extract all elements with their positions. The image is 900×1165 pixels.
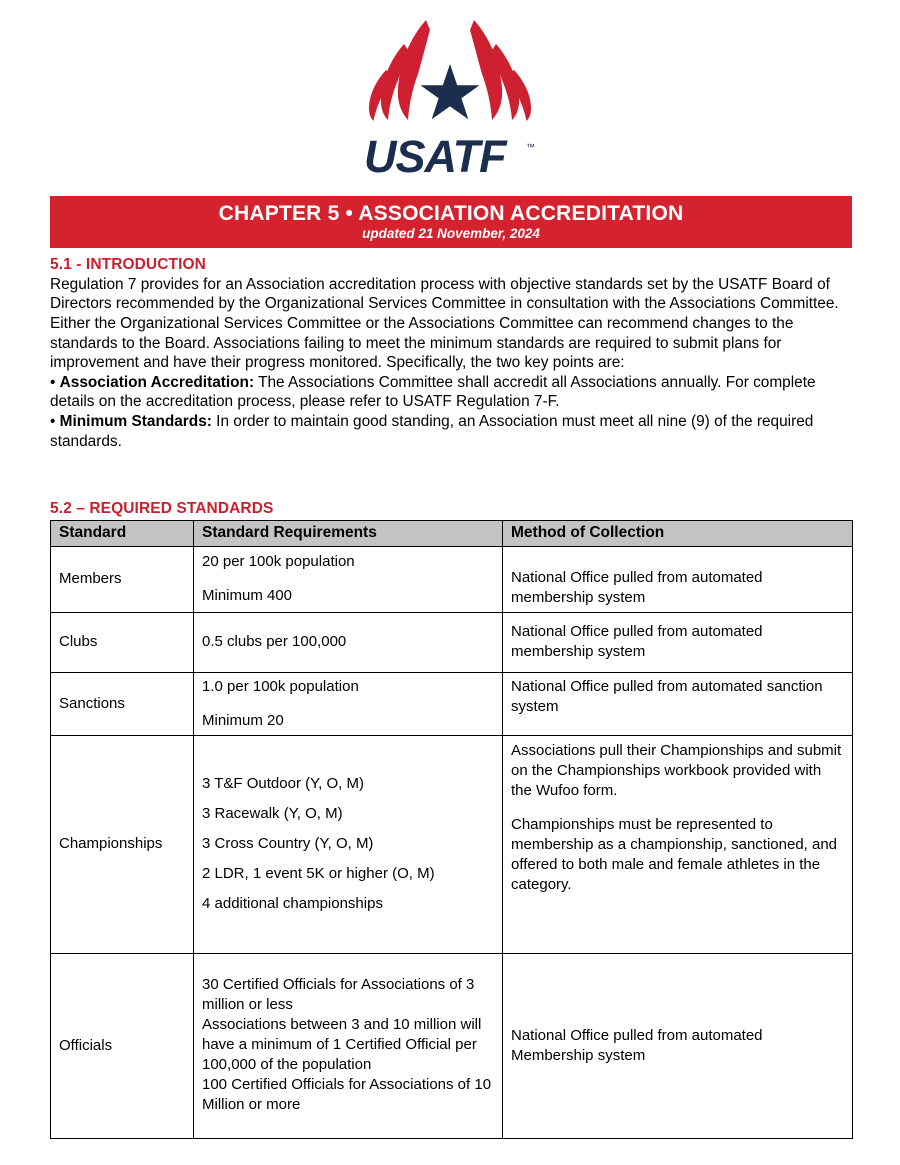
collection-line: National Office pulled from automated membership system [511, 623, 763, 661]
section-heading-introduction: 5.1 - INTRODUCTION [50, 256, 206, 273]
cell-standard-clubs: Clubs [51, 612, 194, 672]
introduction-paragraph: Regulation 7 provides for an Association accreditation process with objective standards set by the USATF Board of Directors recommended by the Organizational Services Committee in consultation with the Associations Committee. Either the Organizational Services Committee or the Associations Committee can recommend changes to the standards to the Board. Associations failing to meet the minimum standards are required to submit plans for improvement and have their progress monitored. Specifically, the two key points are: [50, 275, 839, 372]
spacer [202, 572, 495, 586]
spacer [202, 697, 495, 711]
cell-requirements-members [194, 546, 503, 612]
requirement-line: Minimum 20 [202, 711, 284, 729]
bullet-marker-1: • [50, 373, 56, 391]
cell-collection-members [503, 546, 853, 612]
requirement-line: 30 Certified Officials for Associations of 3 million or less [202, 976, 475, 1014]
collection-line: National Office pulled from automated sanction system [511, 677, 823, 715]
requirement-line: 0.5 clubs per 100,000 [202, 633, 347, 651]
requirement-line: 3 Racewalk (Y, O, M) [202, 805, 343, 823]
cell-requirements-officials [194, 953, 503, 1138]
requirement-line: 4 additional championships [202, 895, 383, 913]
table-row [51, 546, 853, 612]
table-row [51, 735, 853, 953]
chapter-title: CHAPTER 5 • ASSOCIATION ACCREDITATION [218, 201, 684, 225]
requirement-line: Associations between 3 and 10 million will have a minimum of 1 Certified Official per 100,000 of the population [202, 1016, 482, 1074]
table-row [51, 953, 853, 1138]
wordmark-text: USATF [364, 134, 506, 182]
column-header-method-of-collection: Method of Collection [503, 520, 853, 546]
requirement-line: 3 Cross Country (Y, O, M) [202, 835, 374, 853]
star-shape [421, 64, 480, 119]
introduction-section [50, 256, 852, 451]
requirement-line: 100 Certified Officials for Associations of 10 Million or more [202, 1076, 492, 1114]
trademark-symbol: ™ [526, 142, 535, 152]
collection-line: Championships must be represented to membership as a championship, sanctioned, and offered to both male and female athletes in the category. [511, 815, 838, 893]
spacer [511, 801, 845, 815]
required-standards-section [50, 500, 852, 1139]
usatf-logo [0, 0, 900, 182]
cell-standard-sanctions: Sanctions [51, 672, 194, 735]
requirement-line: 2 LDR, 1 event 5K or higher (O, M) [202, 865, 435, 883]
required-standards-table [50, 520, 853, 1139]
cell-collection-sanctions [503, 672, 853, 735]
cell-collection-championships [503, 735, 853, 953]
requirement-line: 1.0 per 100k population [202, 677, 359, 695]
requirement-line: 3 T&F Outdoor (Y, O, M) [202, 775, 364, 793]
column-header-standard: Standard [51, 520, 194, 546]
cell-standard-championships: Championships [51, 735, 194, 953]
usatf-wordmark [360, 134, 540, 182]
requirement-line: Minimum 400 [202, 586, 293, 604]
cell-requirements-sanctions [194, 672, 503, 735]
table-header-row [51, 520, 853, 546]
cell-requirements-clubs [194, 612, 503, 672]
chapter-banner [50, 196, 852, 248]
cell-standard-officials: Officials [51, 953, 194, 1138]
bullet-text-1: The Associations Committee shall accredit all Associations annually. For complete details on the accreditation process, please refer to USATF Regulation 7-F. [50, 373, 816, 411]
table-row [51, 672, 853, 735]
section-heading-required-standards: 5.2 – REQUIRED STANDARDS [50, 500, 274, 517]
collection-line: National Office pulled from automated Membership system [511, 1026, 763, 1064]
bullet-term-2: Minimum Standards: [59, 412, 212, 430]
requirement-line: 20 per 100k population [202, 552, 355, 570]
usatf-winged-star-icon [360, 14, 540, 132]
bullet-minimum-standards [50, 412, 852, 451]
bullet-term-1: Association Accreditation: [59, 373, 255, 391]
chapter-updated-date: updated 21 November, 2024 [362, 225, 540, 241]
cell-collection-clubs [503, 612, 853, 672]
cell-collection-officials [503, 953, 853, 1138]
column-header-standard-requirements: Standard Requirements [194, 520, 503, 546]
bullet-association-accreditation [50, 373, 852, 412]
collection-line: National Office pulled from automated membership system [511, 568, 763, 606]
cell-requirements-championships [194, 735, 503, 953]
cell-standard-members: Members [51, 546, 194, 612]
bullet-text-2: In order to maintain good standing, an Association must meet all nine (9) of the required standards. [50, 412, 814, 450]
collection-line: Associations pull their Championships and submit on the Championships workbook provided with the Wufoo form. [511, 741, 842, 799]
bullet-marker-2: • [50, 412, 56, 430]
table-row [51, 612, 853, 672]
